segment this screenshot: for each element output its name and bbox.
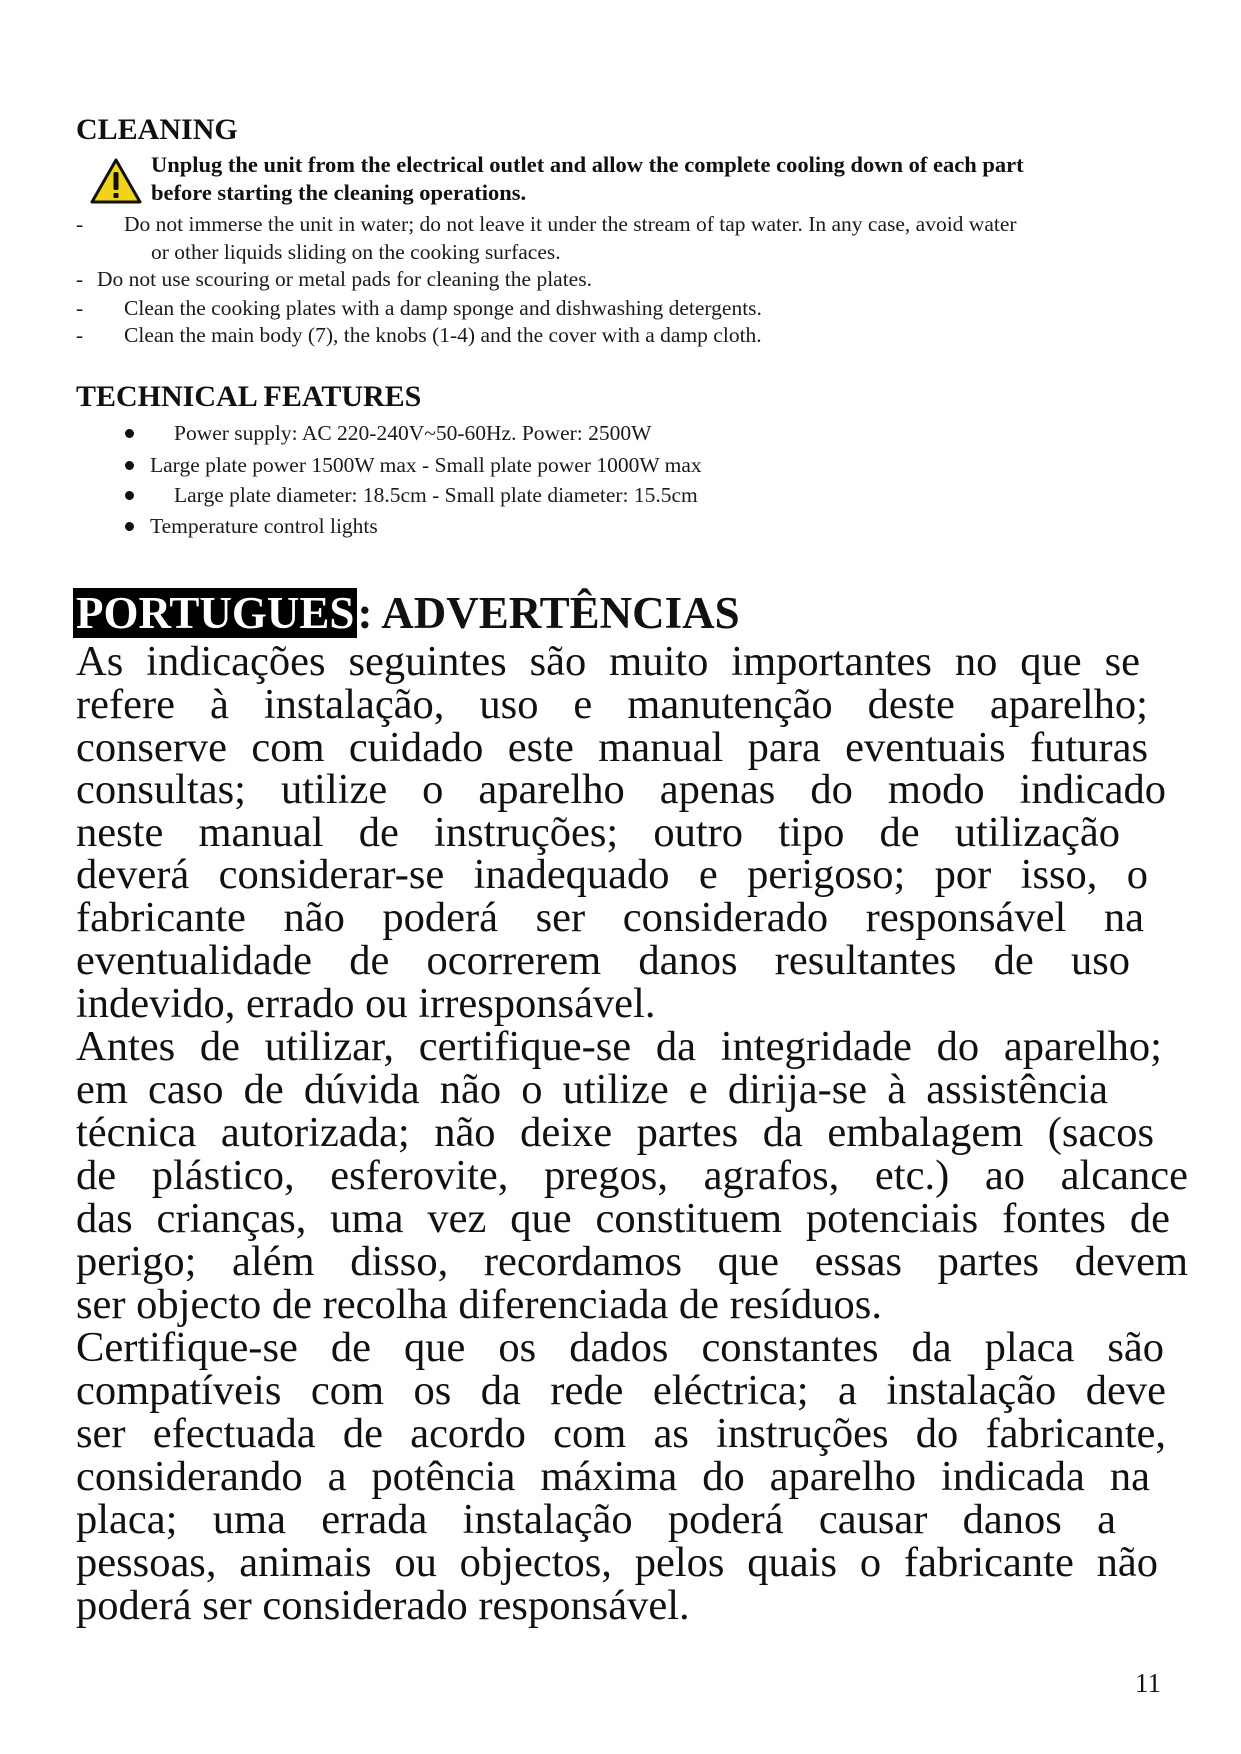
pt-text-line: considerando a potência máxima do aparelho indicada na	[76, 1453, 1150, 1500]
cleaning-item-4: Clean the main body (7), the knobs (1-4) and the cover with a damp cloth.	[124, 323, 762, 347]
pt-text-line: técnica autorizada; não deixe partes da embalagem (sacos	[76, 1109, 1154, 1156]
bullet-icon	[125, 429, 134, 438]
list-dash: -	[76, 323, 84, 347]
list-dash: -	[76, 267, 84, 291]
pt-text-line: ser objecto de recolha diferenciada de resíduos.	[76, 1281, 882, 1328]
cleaning-item-1-line-1: Do not immerse the unit in water; do not leave it under the stream of tap water. In any case, avoid water	[124, 212, 1017, 236]
pt-text-line: As indicações seguintes são muito importantes no que se	[76, 638, 1140, 685]
pt-text-line: consultas; utilize o aparelho apenas do modo indicado	[76, 766, 1166, 813]
cleaning-warning-line-2: before starting the cleaning operations.	[151, 180, 527, 205]
list-dash: -	[76, 212, 84, 236]
pt-text-line: placa; uma errada instalação poderá causar danos a	[76, 1496, 1116, 1543]
tech-feature-2: Large plate power 1500W max - Small plate power 1000W max	[150, 453, 702, 477]
bullet-icon	[125, 522, 134, 531]
pt-text-line: poderá ser considerado responsável.	[76, 1582, 690, 1629]
cleaning-item-3: Clean the cooking plates with a damp sponge and dishwashing detergents.	[124, 296, 762, 320]
pt-text-line: neste manual de instruções; outro tipo de utilização	[76, 809, 1120, 856]
portuguese-heading	[76, 586, 740, 640]
technical-features-heading: TECHNICAL FEATURES	[76, 380, 422, 413]
pt-text-line: conserve com cuidado este manual para eventuais futuras	[76, 724, 1148, 771]
cleaning-item-2: Do not use scouring or metal pads for cleaning the plates.	[97, 267, 592, 291]
pt-text-line: das crianças, uma vez que constituem potenciais fontes de	[76, 1195, 1170, 1242]
cleaning-heading: CLEANING	[76, 113, 238, 146]
pt-text-line: refere à instalação, uso e manutenção deste aparelho;	[76, 681, 1148, 728]
bullet-icon	[125, 491, 134, 500]
pt-text-line: de plástico, esferovite, pregos, agrafos, etc.) ao alcance	[76, 1152, 1188, 1199]
tech-feature-1: Power supply: AC 220-240V~50-60Hz. Power: 2500W	[174, 421, 652, 445]
pt-text-line: compatíveis com os da rede eléctrica; a instalação deve	[76, 1367, 1166, 1414]
page-number: 11	[1135, 1668, 1161, 1698]
tech-feature-3: Large plate diameter: 18.5cm - Small plate diameter: 15.5cm	[174, 483, 698, 507]
pt-text-line: eventualidade de ocorrerem danos resultantes de uso	[76, 937, 1130, 984]
list-dash: -	[76, 296, 84, 320]
pt-text-line: fabricante não poderá ser considerado responsável na	[76, 894, 1144, 941]
language-label: PORTUGUES	[73, 588, 357, 638]
pt-text-line: Antes de utilizar, certifique-se da integridade do aparelho;	[76, 1023, 1162, 1070]
pt-text-line: em caso de dúvida não o utilize e dirija-se à assistência	[76, 1066, 1108, 1113]
pt-text-line: Certifique-se de que os dados constantes da placa são	[76, 1324, 1164, 1371]
warning-triangle-icon	[90, 158, 142, 204]
pt-text-line: pessoas, animais ou objectos, pelos quais o fabricante não	[76, 1539, 1158, 1586]
warnings-title: : ADVERTÊNCIAS	[357, 588, 740, 638]
cleaning-warning-line-1: Unplug the unit from the electrical outlet and allow the complete cooling down of each part	[151, 152, 1024, 177]
pt-text-line: ser efectuada de acordo com as instruções do fabricante,	[76, 1410, 1166, 1457]
bullet-icon	[125, 461, 134, 470]
tech-feature-4: Temperature control lights	[150, 514, 378, 538]
pt-text-line: perigo; além disso, recordamos que essas partes devem	[76, 1238, 1188, 1285]
pt-text-line: indevido, errado ou irresponsável.	[76, 980, 656, 1027]
pt-text-line: deverá considerar-se inadequado e perigoso; por isso, o	[76, 851, 1148, 898]
cleaning-item-1-line-2: or other liquids sliding on the cooking surfaces.	[151, 240, 561, 264]
